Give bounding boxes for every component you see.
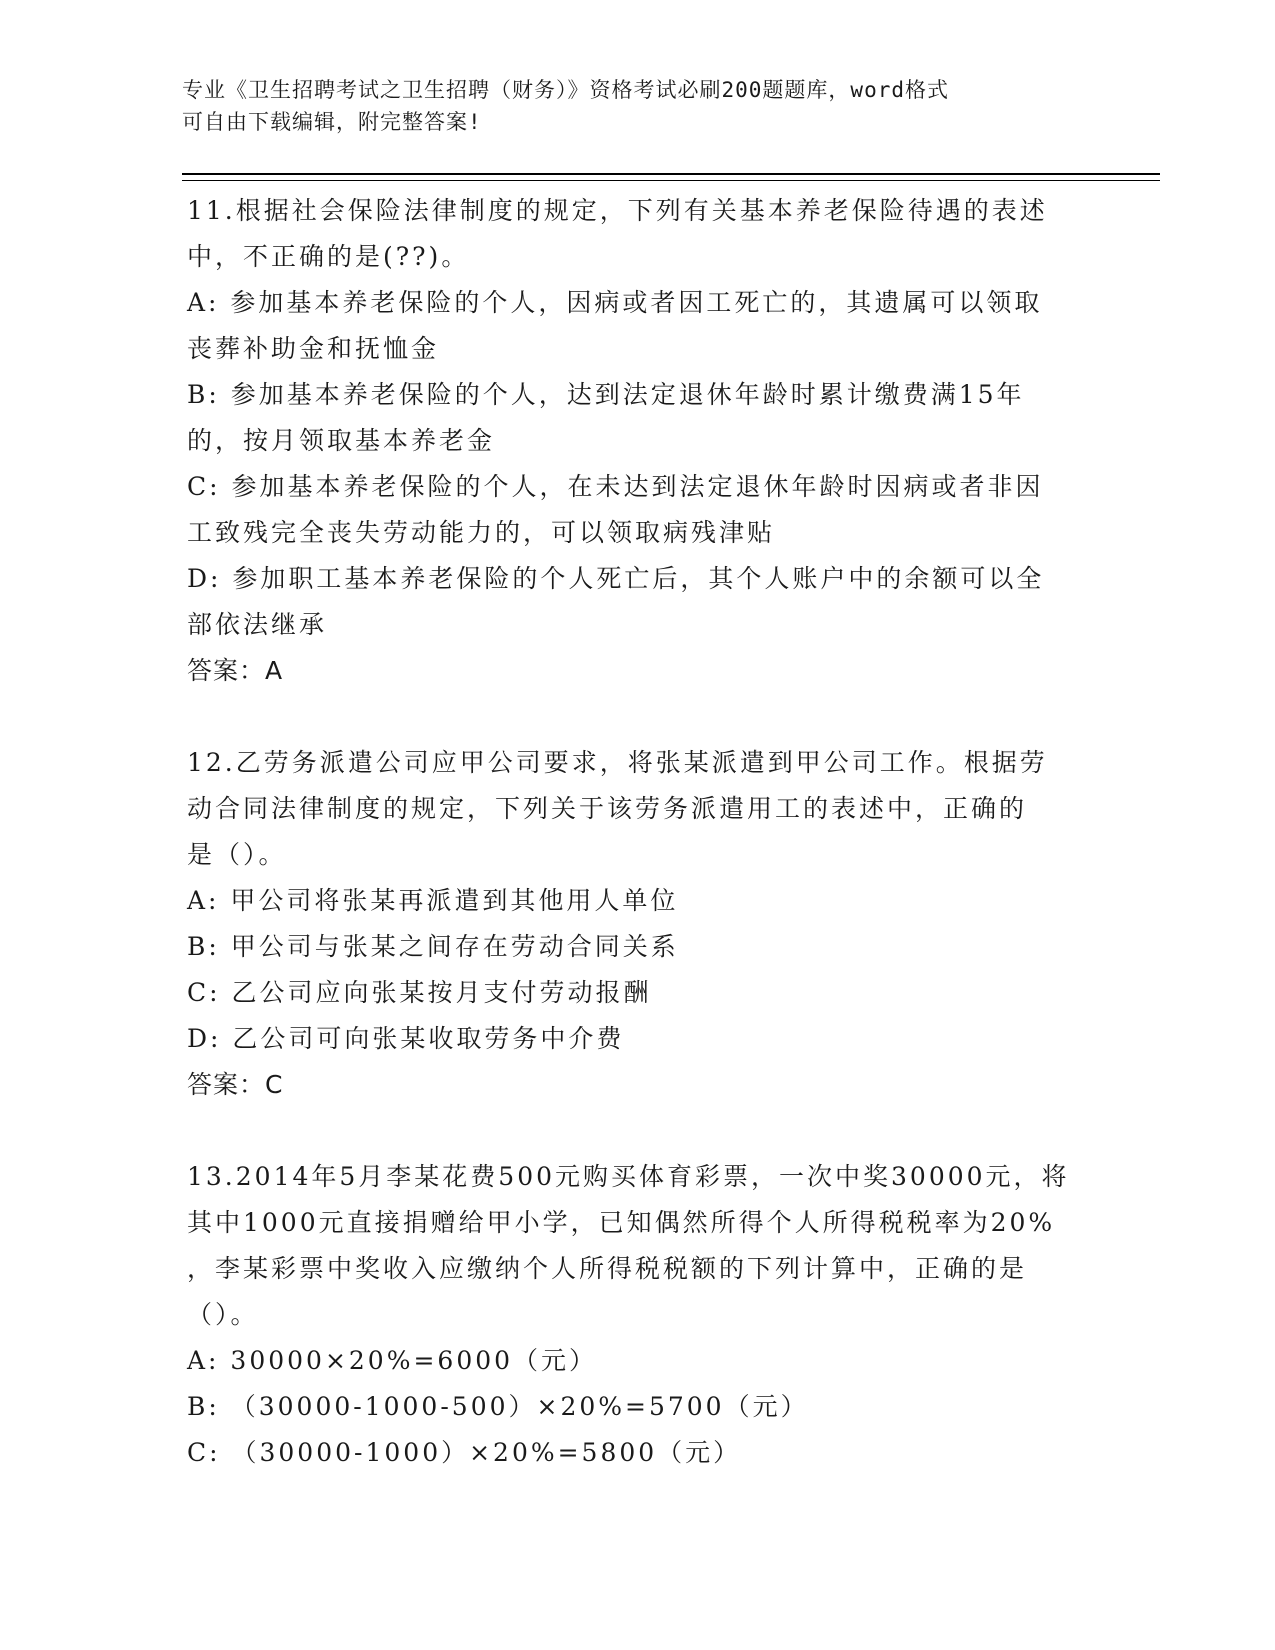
option-a: A: 30000×20%=6000（元） xyxy=(187,1346,598,1375)
option-c: C: 乙公司应向张某按月支付劳动报酬 xyxy=(187,978,652,1007)
question-stem-line: 12.乙劳务派遣公司应甲公司要求，将张某派遣到甲公司工作。根据劳 xyxy=(187,748,1048,777)
option-b: B: 参加基本养老保险的个人，达到法定退休年龄时累计缴费满15年 xyxy=(187,380,1025,409)
answer-label: 答案：A xyxy=(187,656,284,685)
question-stem-line: 中，不正确的是(??)。 xyxy=(187,242,470,271)
option-b: B: 甲公司与张某之间存在劳动合同关系 xyxy=(187,932,679,961)
option-a-continued: 丧葬补助金和抚恤金 xyxy=(187,334,440,363)
answer-label: 答案：C xyxy=(187,1070,284,1099)
question-11 xyxy=(187,188,1087,694)
question-list xyxy=(187,188,1087,1476)
option-b-continued: 的，按月领取基本养老金 xyxy=(187,426,496,455)
question-12 xyxy=(187,740,1087,1108)
question-stem-line: 动合同法律制度的规定，下列关于该劳务派遣用工的表述中，正确的 xyxy=(187,794,1028,823)
header-rule-thin xyxy=(182,180,1160,181)
option-a: A: 甲公司将张某再派遣到其他用人单位 xyxy=(187,886,679,915)
spacer xyxy=(187,694,1087,740)
option-b: B: （30000-1000-500）×20%=5700（元） xyxy=(187,1392,809,1421)
question-13 xyxy=(187,1154,1087,1476)
option-d: D: 参加职工基本养老保险的个人死亡后，其个人账户中的余额可以全 xyxy=(187,564,1045,593)
header-rule-thick xyxy=(182,173,1160,175)
question-stem-line: 11.根据社会保险法律制度的规定，下列有关基本养老保险待遇的表述 xyxy=(187,196,1048,225)
question-stem-line: 13.2014年5月李某花费500元购买体育彩票，一次中奖30000元，将 xyxy=(187,1162,1070,1191)
question-stem-line: （）。 xyxy=(187,1300,259,1329)
option-d-continued: 部依法继承 xyxy=(187,610,328,639)
spacer xyxy=(187,1108,1087,1154)
header-line-2: 可自由下载编辑，附完整答案! xyxy=(182,110,482,134)
question-stem-line: 其中1000元直接捐赠给甲小学，已知偶然所得个人所得税税率为20% xyxy=(187,1208,1056,1237)
option-c-continued: 工致残完全丧失劳动能力的，可以领取病残津贴 xyxy=(187,518,776,547)
option-a: A: 参加基本养老保险的个人，因病或者因工死亡的，其遗属可以领取 xyxy=(187,288,1043,317)
option-c: C: （30000-1000）×20%=5800（元） xyxy=(187,1438,742,1467)
header-line-1: 专业《卫生招聘考试之卫生招聘（财务）》资格考试必刷200题题库，word格式 xyxy=(182,78,949,102)
question-stem-line: ，李某彩票中奖收入应缴纳个人所得税税额的下列计算中，正确的是 xyxy=(187,1254,1028,1283)
option-c: C: 参加基本养老保险的个人，在未达到法定退休年龄时因病或者非因 xyxy=(187,472,1044,501)
document-header xyxy=(182,74,1082,138)
option-d: D: 乙公司可向张某收取劳务中介费 xyxy=(187,1024,625,1053)
question-stem-line: 是（）。 xyxy=(187,840,287,869)
